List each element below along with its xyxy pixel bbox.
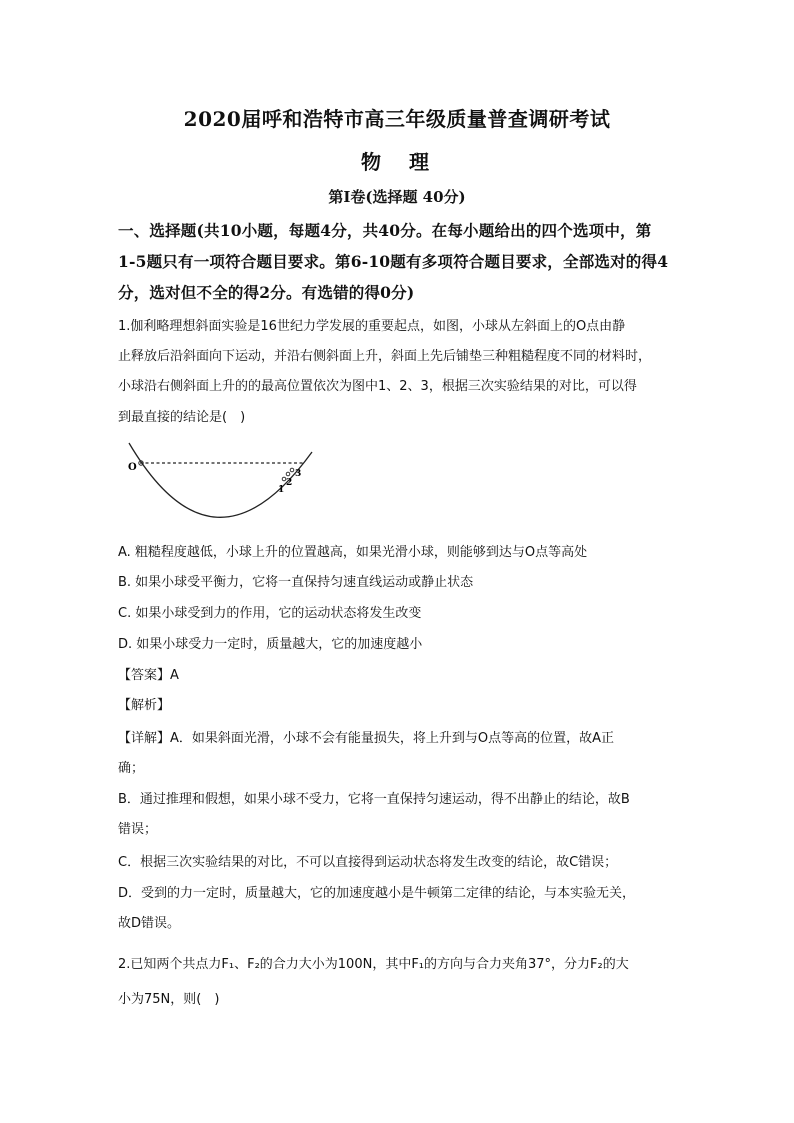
label-2: 2 [286, 478, 293, 488]
ball-3 [290, 468, 294, 472]
q1-option-c: C. 如果小球受到力的作用，它的运动状态将发生改变 [118, 606, 422, 621]
track-curve [129, 443, 312, 517]
q1-option-d: D. 如果小球受力一定时，质量越大，它的加速度越小 [118, 637, 423, 652]
q1-explanation-line: 【详解】A．如果斜面光滑，小球不会有能量损失，将上升到与O点等高的位置，故A正 [118, 731, 615, 746]
q2-stem-line: 2.已知两个共点力F₁、F₂的合力大小为100N，其中F₁的方向与合力夹角37°，分力F₂的大 [118, 957, 629, 972]
section-intro-line: 1-5题只有一项符合题目要求。第6-10题有多项符合题目要求，全部选对的得4 [118, 252, 669, 271]
q1-explanation-line: C．根据三次实验结果的对比，不可以直接得到运动状态将发生改变的结论，故C错误； [118, 855, 618, 870]
q1-explanation-line: B．通过推理和假想，如果小球不受力，它将一直保持匀速运动，得不出静止的结论，故B [118, 792, 630, 807]
q1-stem-line: 到最直接的结论是( ) [118, 410, 246, 425]
q1-option-a: A. 粗糙程度越低，小球上升的位置越高，如果光滑小球，则能够到达与O点等高处 [118, 545, 588, 560]
section-intro-line: 一、选择题(共10小题，每题4分，共40分。在每小题给出的四个选项中，第 [118, 221, 652, 240]
subject-title: 物 理 [361, 150, 433, 174]
q1-option-b: B. 如果小球受平衡力，它将一直保持匀速直线运动或静止状态 [118, 575, 474, 590]
q1-explanation-line: D．受到的力一定时，质量越大，它的加速度越小是牛顿第二定律的结论，与本实验无关， [118, 886, 636, 901]
volume-title: 第Ⅰ卷(选择题 40分) [328, 188, 466, 206]
q2-stem-line: 小为75N，则( ) [118, 992, 220, 1007]
q1-answer: 【答案】A [118, 668, 179, 683]
ball-2 [286, 472, 290, 476]
label-3: 3 [295, 469, 302, 479]
q1-stem-line: 止释放后沿斜面向下运动，并沿右侧斜面上升，斜面上先后铺垫三种粗糙程度不同的材料时， [118, 349, 652, 364]
q1-stem-line: 1.伽利略理想斜面实验是16世纪力学发展的重要起点，如图，小球从左斜面上的O点由静 [118, 319, 626, 334]
label-1: 1 [278, 485, 285, 495]
section-intro-line: 分，选对但不全的得2分。有选错的得0分) [118, 283, 415, 302]
q1-analysis-label: 【解析】 [118, 698, 171, 713]
q1-explanation-line: 确； [118, 761, 145, 776]
label-o: O [128, 462, 137, 473]
incline-figure [124, 437, 324, 525]
q1-stem-line: 小球沿右侧斜面上升的的最高位置依次为图中1、2、3，根据三次实验结果的对比，可以得 [118, 379, 637, 394]
exam-title: 2020届呼和浩特市高三年级质量普查调研考试 [183, 107, 611, 131]
q1-explanation-line: 错误； [118, 822, 158, 837]
q1-explanation-line: 故D错误。 [118, 916, 181, 931]
